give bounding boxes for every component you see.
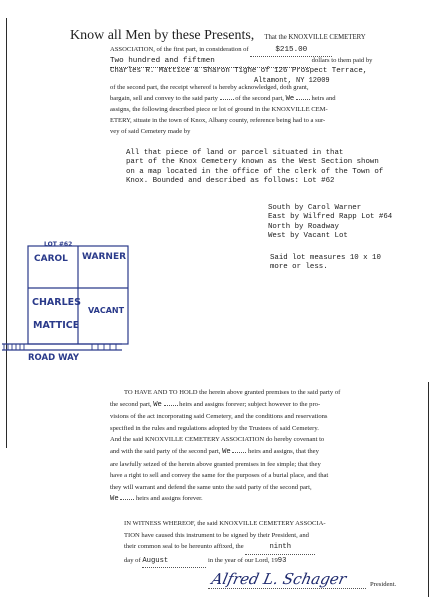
deed-line-3: Two hundred and fiftmen dollars to them paid by (110, 56, 372, 68)
lot-measure: Said lot measures 10 x 10 more or less. (270, 254, 381, 272)
deed-line-2: ASSOCIATION, of the first part, in consideration of $215.00 (110, 45, 332, 57)
deed-line-8: ETERY, situate in the town of Knox, Albany county, reference being had to a sur- (110, 117, 326, 124)
deed-line-6: bargain, sell and convey to the said party of the second part, We heirs and (110, 95, 336, 103)
sketch-lot-label: LOT #62 (44, 241, 73, 248)
president-label: President. (370, 581, 397, 588)
sketch-vacant: VACANT (88, 306, 125, 315)
sketch-roadway: ROAD WAY (28, 353, 80, 363)
grantees-line: Charles R. Mattice & Sharon Tighe of 126 Prospect Terrace, (110, 67, 368, 75)
deed-line-9: vey of said Cemetery made by (110, 128, 191, 135)
right-rule (428, 382, 429, 597)
witness-month: August (142, 556, 206, 569)
witness-year: 93 (277, 556, 287, 565)
heading-small: That the KNOXVILLE CEMETERY (264, 34, 366, 41)
deed-heading (70, 26, 366, 44)
witness-clause: IN WITNESS WHEREOF, the said KNOXVILLE CEMETERY ASSOCIA- TION have caused this instrument to be signed by their President, and their common seal to be hereunto affixed, the ninth day of August in the year of our Lord, 1993 (110, 518, 326, 568)
left-rule (6, 18, 7, 448)
amount-value: $215.00 (250, 46, 332, 57)
sketch-mattice: MATTICE (33, 320, 80, 331)
deed-line-5: of the second part, the receipt whereof is hereby acknowledged, doth grant, (110, 84, 309, 91)
deed-line-7: assigns, the following described piece or lot of ground in the KNOXVILLE CEM- (110, 106, 328, 113)
sketch-warner: WARNER (82, 252, 127, 262)
habendum-clause: TO HAVE AND TO HOLD the herein above granted premises to the said party of the second part, We heirs and assigns forever; subject however to the pro- visions of the act incorporating said Cemetery, and the conditions and reservations specified in the rules and regulations adopted by the Trustees of said Cemetery. And the said KNOXVILLE CEMETERY ASSOCIATION do hereby covenant to and with the said party of the second part, We heirs and assigns, that they are lawfully seized of the herein above granted premises in fee simple; that they have a right to sell and convey the same for the purposes of a burial place, and that they will warrant and defend the same unto the said party of the second part, We heirs and assigns forever. (110, 389, 341, 504)
signature: Alfred L. Schager (210, 570, 348, 588)
heading-big: Know all Men by these Presents, (70, 28, 255, 43)
lot-description: All that piece of land or parcel situated in that part of the Knox Cemetery known as the West Section shown on a map located in the office of the clerk of the Town of Knox. Bounded and described as follows: Lot #62 (126, 149, 384, 186)
witness-day: ninth (245, 542, 315, 555)
amount-words: Two hundred and fiftmen (110, 57, 310, 68)
lot-bounds: South by Carol Warner East by Wilfred Rapp Lot #64 North by Roadway West by Vacant Lot (268, 204, 393, 241)
sketch-carol: CAROL (34, 254, 68, 264)
signature-line (208, 588, 366, 589)
address-line: Altamont, NY 12009 (254, 77, 330, 85)
sketch-charles: CHARLES (32, 297, 81, 308)
